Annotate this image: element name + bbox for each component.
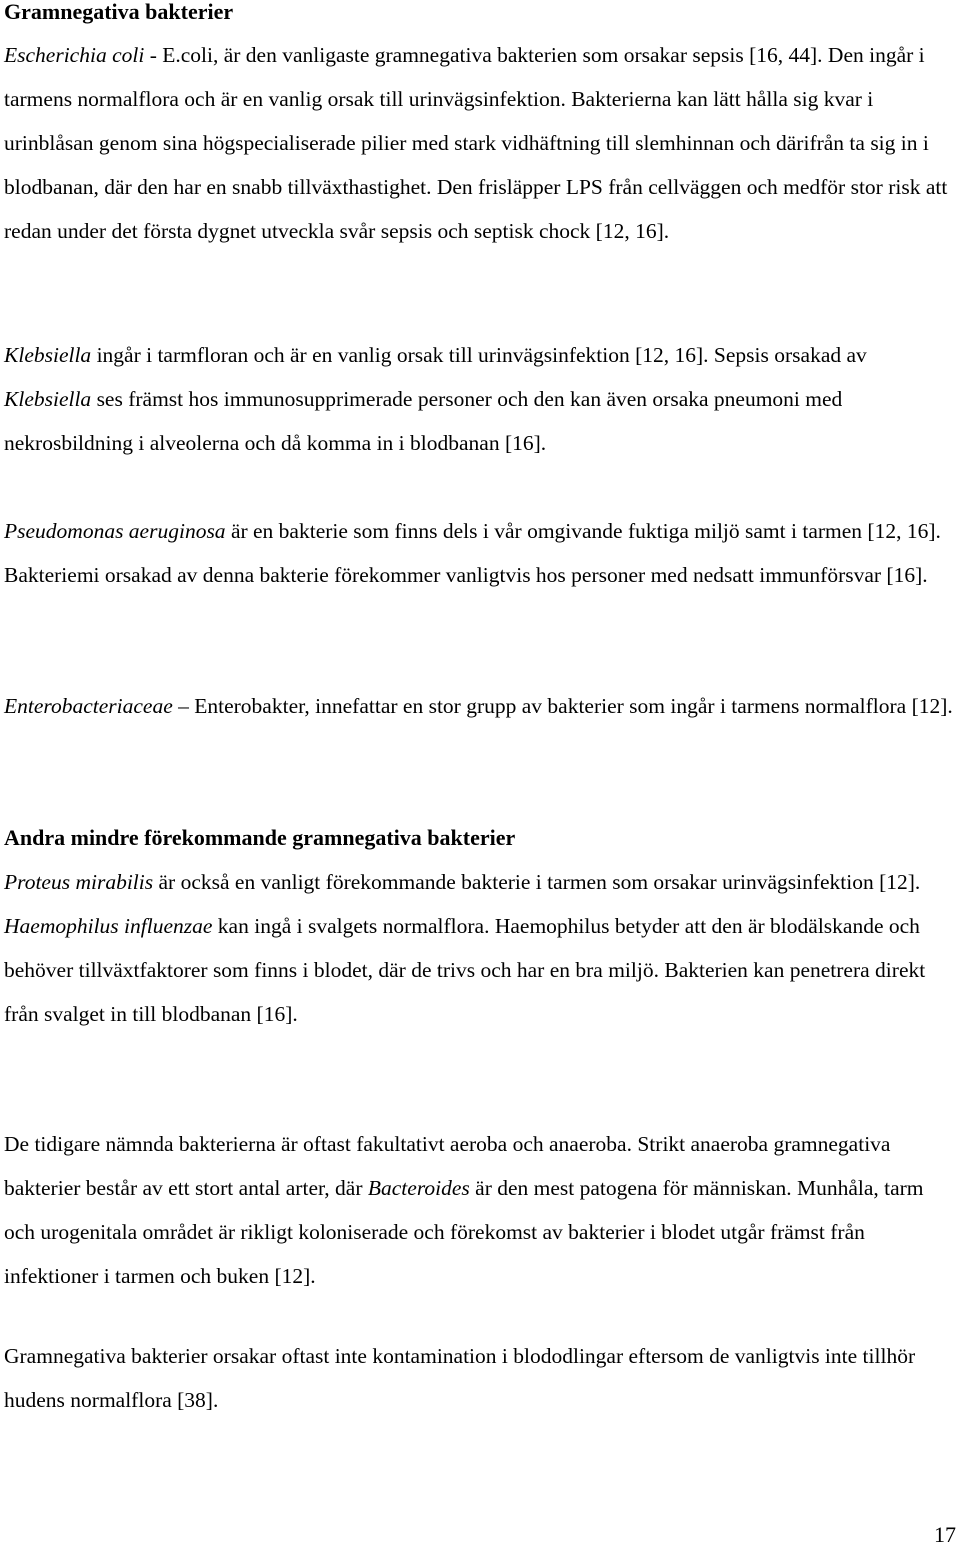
paragraph-ecoli xyxy=(4,33,959,253)
paragraph-pseudomonas xyxy=(4,509,959,597)
paragraph-proteus xyxy=(4,860,959,904)
paragraph-text: ingår i tarmfloran och är en vanlig orsak till urinvägsinfektion [12, 16]. Sepsis orsakad av xyxy=(91,343,867,367)
paragraph-text: De tidigare nämnda bakterierna är oftast fakultativt aeroba och anaeroba. Strikt anaeroba gramnegativa bakterier består av ett stort antal arter, där xyxy=(4,1132,891,1200)
species-name: Haemophilus influenzae xyxy=(4,914,213,938)
paragraph-anaerobes xyxy=(4,1122,959,1298)
paragraph-text: är den mest patogena för människan. Munhåla, tarm och urogenitala området är rikligt koloniserade och förekomst av bakterier i blodet utgår främst från infektioner i tarmen och buken [12]. xyxy=(4,1176,924,1288)
section-heading-gramnegativa: Gramnegativa bakterier xyxy=(4,0,234,24)
paragraph-klebsiella xyxy=(4,333,959,465)
paragraph-group-proteus-haemophilus xyxy=(4,860,959,1036)
species-name: Klebsiella xyxy=(4,343,92,367)
paragraph-text: - E.coli, är den vanligaste gramnegativa bakterien som orsakar sepsis [16, 44]. Den ingår i tarmens normalflora och är en vanlig orsak till urinvägsinfektion. Bakterierna kan lätt hålla sig kvar i urinblåsan genom sina högspecialiserade pilier med stark vidhäftning till slemhinnan och därifrån ta sig in i blodbanan, där den har en snabb tillväxthastighet. Den frisläpper LPS från cellväggen och medför stor risk att redan under det första dygnet utveckla svår sepsis och septisk chock [12, 16]. xyxy=(4,43,948,243)
paragraph-contamination xyxy=(4,1334,959,1422)
paragraph-enterobacteriaceae xyxy=(4,684,959,728)
page-number: 17 xyxy=(934,1522,956,1547)
paragraph-text: – Enterobakter, innefattar en stor grupp av bakterier som ingår i tarmens normalflora [12]. xyxy=(172,694,953,718)
paragraph-text: ses främst hos immunosupprimerade personer och den kan även orsaka pneumoni med nekrosbildning i alveolerna och då komma in i blodbanan [16]. xyxy=(4,387,843,455)
paragraph-text: är en bakterie som finns dels i vår omgivande fuktiga miljö samt i tarmen [12, 16]. Bakteriemi orsakad av denna bakterie förekommer vanligtvis hos personer med nedsatt immunförsvar [16]. xyxy=(4,519,941,587)
paragraph-haemophilus xyxy=(4,904,959,1036)
section-heading-andra: Andra mindre förekommande gramnegativa bakterier xyxy=(4,825,516,850)
species-name: Bacteroides xyxy=(367,1176,470,1200)
paragraph-text: kan ingå i svalgets normalflora. Haemophilus betyder att den är blodälskande och behöver tillväxtfaktorer som finns i blodet, där de trivs och har en bra miljö. Bakterien kan penetrera direkt från svalget in till blodbanan [16]. xyxy=(4,914,926,1026)
species-name: Escherichia coli xyxy=(4,43,145,67)
species-name: Pseudomonas aeruginosa xyxy=(4,519,226,543)
paragraph-text: är också en vanligt förekommande bakterie i tarmen som orsakar urinvägsinfektion [12]. xyxy=(153,870,921,894)
paragraph-text: Gramnegativa bakterier orsakar oftast inte kontamination i blododlingar eftersom de vanligtvis inte tillhör hudens normalflora [38]. xyxy=(4,1344,916,1412)
species-name: Enterobacteriaceae xyxy=(4,694,173,718)
species-name: Klebsiella xyxy=(4,387,92,411)
species-name: Proteus mirabilis xyxy=(4,870,154,894)
